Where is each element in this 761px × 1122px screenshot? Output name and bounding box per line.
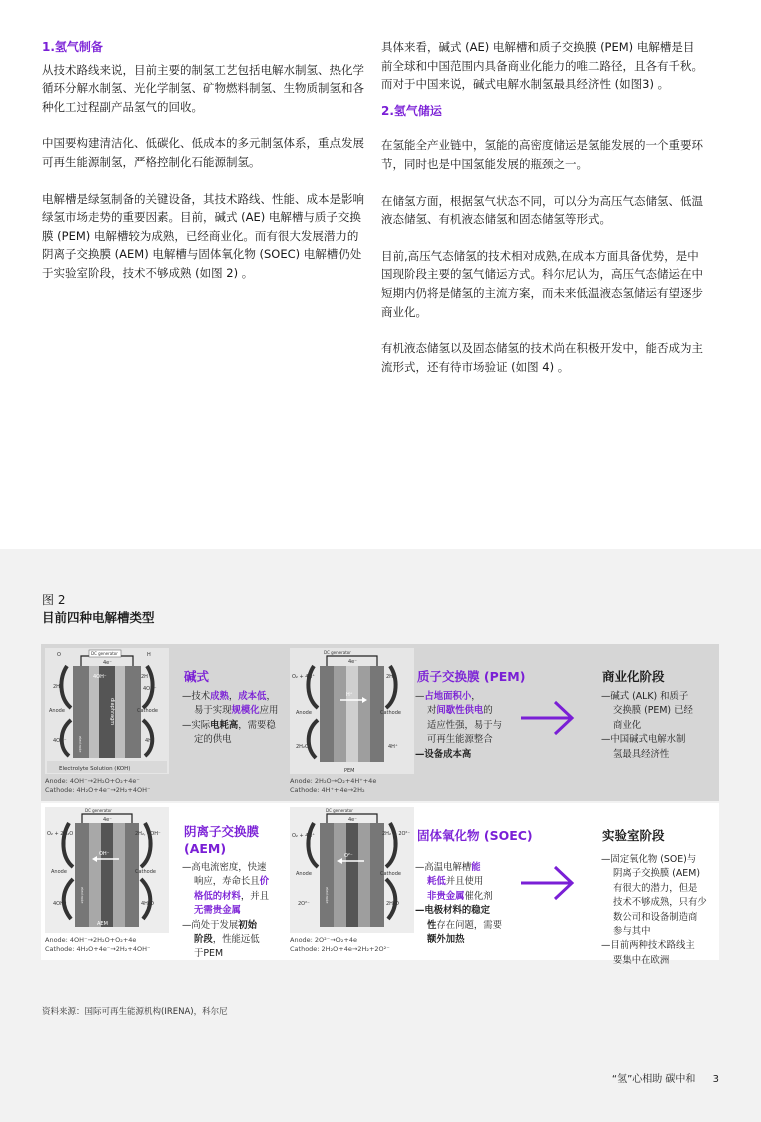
water-bottom-label: 4H₂O [141,901,154,907]
aem-bullets: —高电流密度，快速 响应，寿命长且价 格低的材料，并且 无需贵金属 —尚处于发展初始 阶段，性能远低 于PEM [182,862,270,960]
anode-equation: Anode: 4OH⁻→2H₂O+O₂+4e [45,936,137,944]
cathode-equation: Cathode: 4H₂O+4e⁻→2H₂+4OH⁻ [45,945,151,953]
electrode-label: electrode [80,887,84,904]
anode-equation: Anode: 2H₂O→O₂+4H⁺+4e [290,777,377,785]
o2-label: O₂ + 4H⁺ [292,674,315,680]
o2-label: O₂ + 2H₂O [47,831,74,837]
oh-bottom-label: 4OH⁻ [53,738,67,744]
water-label: 2H₂O [296,744,309,750]
section-heading-hydrogen-production: 1.氢气制备 [42,40,103,54]
alkaline-title: 碱式 [184,669,210,684]
diaphragm-label: diaphragm [109,698,115,726]
laboratory-stage-bullets: —固定氧化物 (SOE)与 阴离子交换膜 (AEM) 有很大的潜力，但是 技术不够成熟，只有少 数公司和设备制造商 参与其中 —目前两种技术路线主 要集中在欧洲 [601,854,707,966]
electrode-label: electrode [78,736,82,753]
figure-title: 目前四种电解槽类型 [42,610,155,625]
anode-label: Anode [51,869,67,875]
section-heading-hydrogen-storage: 2.氢气储运 [381,103,442,118]
paragraph: 有机液态储氢以及固态储氢的技术尚在积极开发中，能否成为主流形式，还有待市场验证 (如图 4) 。 [381,341,703,374]
figure-row-commercial [41,644,719,801]
soec-bullets: —高温电解槽能 耗低并且使用 非贵金属催化剂 —电极材料的稳定 性存在问题，需要 额外加热 [415,862,503,946]
soec-equations [290,936,390,954]
h2-label: H [147,652,151,658]
h2-right-label: 2H [141,674,148,680]
h2-label: 2H₂ + 2O²⁻ [382,831,411,837]
aem-cell [41,803,287,960]
cathode-label: Cathode [380,871,401,877]
water-bottom-label: 4H [145,738,152,744]
commercial-stage-title: 商业化阶段 [602,669,665,684]
aem-label: AEM [97,921,108,927]
anode-label: Anode [49,708,65,714]
proton-bottom-label: 4H⁺ [388,744,398,750]
dc-generator-label: DC generator [326,808,353,813]
dc-generator-label: DC generator [85,808,112,813]
soec-cell [287,803,577,960]
electrolyte-label: Electrolyte Solution (KOH) [59,766,131,772]
electron-label: 4e⁻ [348,817,357,823]
anode-label: Anode [296,871,312,877]
laboratory-stage-cell [577,803,719,966]
h2-label: 2H₂, 4OH⁻ [135,831,161,837]
right-text-column [381,38,703,394]
commercial-stage-cell [577,644,719,801]
figure-section [0,549,761,1122]
o2-label: O [57,652,61,658]
laboratory-stage-title: 实验室阶段 [602,828,665,843]
aem-equations [45,936,150,954]
aem-diagram [45,807,169,933]
electron-label: 4e⁻ [103,660,112,666]
paragraph: 目前,高压气态储氢的技术相对成熟,在成本方面具备优势，是中国现阶段主要的氢气储运方式。科尔尼认为，高压气态储运在中短期内仍将是储氢的主流方案，而未来低温液态氢储运有望逐步商业化。 [381,248,703,319]
dc-generator-label: DC generator [91,651,118,656]
oh-top-label: 4OH⁻ [93,674,107,680]
oxide-bottom-label: 2O²⁻ [298,901,310,907]
pem-cell [287,644,577,801]
anode-equation: Anode: 4OH⁻→2H₂O+O₂+4e⁻ [45,777,140,785]
soec-diagram [290,807,414,933]
right-arrow-icon [519,696,577,740]
pem-bullets: —占地面积小， 对间歇性供电的 适应性强，易于与 可再生能源整合 —设备成本高 [415,691,503,760]
footer-brand: “氢”心相助 碳中和 [611,1074,696,1085]
figure-source: 资料来源：国际可再生能源机构(IRENA)，科尔尼 [42,1007,228,1017]
paragraph: 在氢能全产业链中，氢能的高密度储运是氢能发展的一个重要环节，同时也是中国氢能发展的瓶颈之一。 [381,138,703,171]
alkaline-diagram [45,648,169,774]
pem-equations [290,777,376,795]
figure-label: 图 2 [42,593,66,607]
oh-bottom-label: 4OH⁻ [53,901,67,907]
page-footer [598,1070,719,1085]
paragraph: 具体来看，碱式 (AE) 电解槽和质子交换膜 (PEM) 电解槽是目前全球和中国范围内具备商业化能力的唯二路径，且各有千秋。而对于中国来说，碱式电解水制氢最具经济性 (如图3) 。 [381,40,703,92]
paragraph: 在储氢方面，根据氢气状态不同，可以分为高压气态储氢、低温液态储氢、有机液态储氢和固态储氢等形式。 [381,193,703,227]
electrode-label: electrode [325,887,329,904]
figure-row-laboratory [41,803,719,966]
paragraph: 从技术路线来说，目前主要的制氢工艺包括电解水制氢、热化学循环分解水制氢、光化学制氢、矿物燃料制氢、生物质制氢和各种化工过程副产品氢气的回收。 [42,62,364,114]
alkaline-equations [45,777,150,795]
proton-label: H⁺ [346,692,353,698]
cathode-label: Cathode [137,708,158,714]
anode-equation: Anode: 2O²⁻→O₂+4e [290,936,357,944]
right-arrow-icon [519,861,577,905]
page-number: 3 [712,1074,719,1085]
cathode-equation: Cathode: 2H₂O+4e→2H₂+2O²⁻ [290,945,390,953]
cathode-label: Cathode [135,869,156,875]
aem-title: 阴离子交换膜 (AEM) [184,824,260,856]
oh-right-label: 4OH⁻ [143,686,157,692]
pem-diagram [290,648,414,774]
electron-label: 4e⁻ [103,817,112,823]
alkaline-bullets: —技术成熟，成本低， 易于实现规模化应用 —实际电耗高，需要稳 定的供电 [182,691,279,746]
water-bottom-label: 2H₂O [386,901,399,907]
commercial-stage-bullets: —碱式 (ALK) 和质子 交换膜 (PEM) 已经 商业化 —中国碱式电解水制 氢最具经济性 [601,691,693,760]
cathode-equation: Cathode: 4H₂O+4e⁻→2H₂+4OH⁻ [45,786,151,794]
pem-label: PEM [344,768,355,774]
electron-label: 4e⁻ [348,659,357,665]
cathode-equation: Cathode: 4H⁺+4e→2H₂ [290,786,365,794]
dc-generator-label: DC generator [324,650,351,655]
hydroxide-label: OH⁻ [99,851,110,857]
soec-title: 固体氧化物 (SOEC) [417,828,533,843]
water-label: 2H [53,684,60,690]
left-text-column [42,38,364,301]
pem-title: 质子交换膜 (PEM) [417,669,526,684]
paragraph: 电解槽是绿氢制备的关键设备，其技术路线、性能、成本是影响绿氢市场走势的重要因素。目前，碱式 (AE) 电解槽与质子交换膜 (PEM) 电解槽较为成熟，已经商业化。而有很大发展潜力的阴离子交换膜 (AEM) 电解槽与固体氧化物 (SOEC) 电解槽仍处于实验室阶段，技术不够成熟 (如图 2) 。 [42,191,364,280]
anode-label: Anode [296,710,312,716]
h2-label: 2H₂ [386,674,395,680]
o2-label: O₂ + 4H⁺ [292,833,315,839]
cathode-label: Cathode [380,710,401,716]
alkaline-cell [41,644,287,801]
paragraph: 中国要构建清洁化、低碳化、低成本的多元制氢体系，重点发展可再生能源制氢，严格控制化石能源制氢。 [42,136,364,169]
oxide-ion-label: O²⁻ [344,853,353,859]
